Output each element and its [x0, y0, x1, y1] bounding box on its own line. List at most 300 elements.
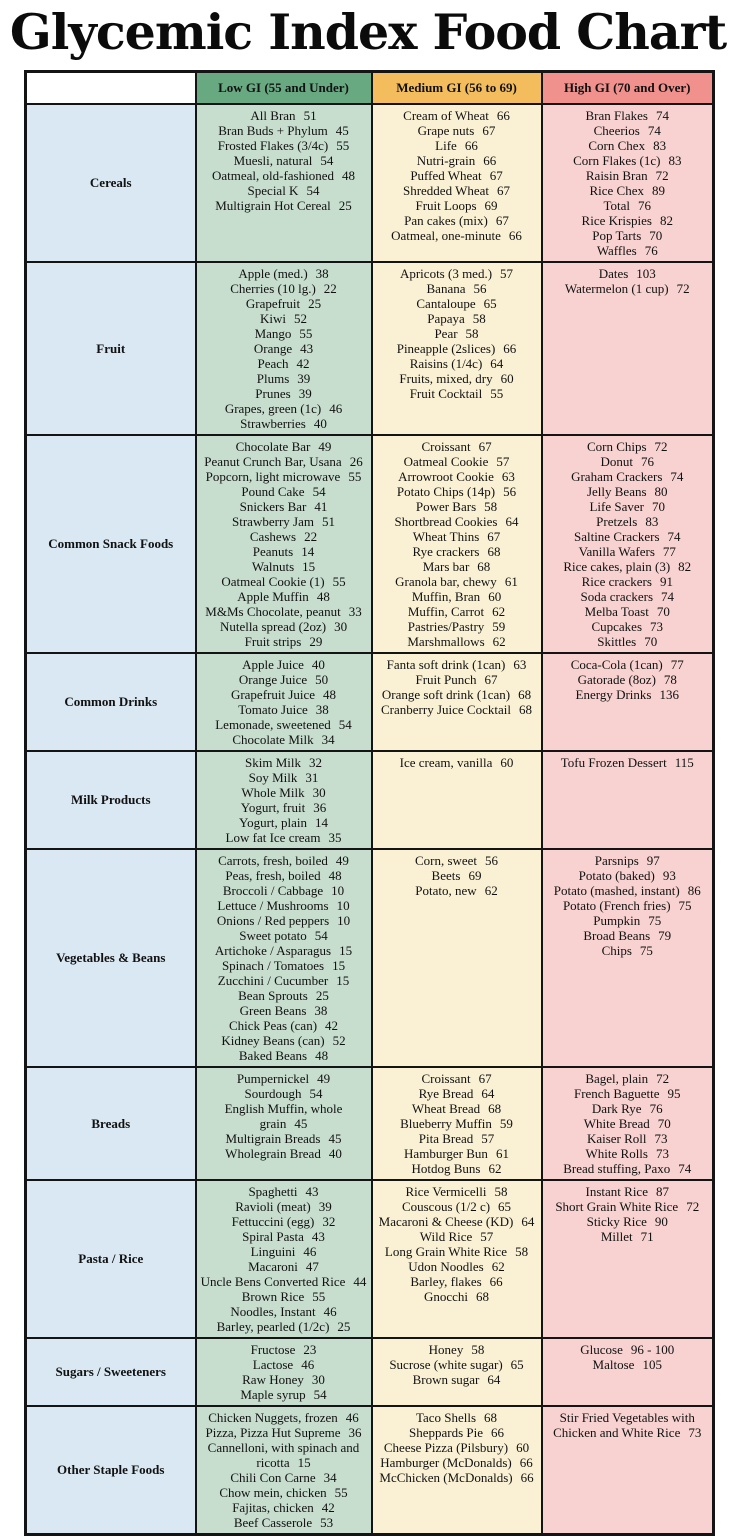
- food-item: [200, 341, 368, 356]
- food-name: Glucose: [580, 1341, 623, 1357]
- food-name: Ice cream, vanilla: [399, 754, 493, 770]
- gi-value: 54: [320, 152, 334, 168]
- low-gi-cell: [196, 849, 372, 1067]
- medium-gi-cell: [372, 653, 542, 751]
- gi-value: 25: [338, 197, 352, 213]
- food-name: Baked Beans: [238, 1047, 308, 1063]
- gi-value: 66: [489, 1273, 503, 1289]
- gi-value: 56: [473, 280, 487, 296]
- food-name: Arrowroot Cookie: [398, 468, 494, 484]
- food-name: Potato, new: [415, 882, 477, 898]
- food-name: Wholegrain Bread: [225, 1145, 321, 1161]
- food-item: [200, 1342, 368, 1357]
- food-item: [546, 1229, 710, 1244]
- food-name: Cannelloni, with spinach and ricotta: [207, 1439, 360, 1470]
- food-item: [546, 198, 710, 213]
- food-name: Frosted Flakes (3/4c): [217, 137, 329, 153]
- gi-value: 70: [644, 633, 658, 649]
- food-item: [200, 657, 368, 672]
- food-name: Watermelon (1 cup): [564, 280, 669, 296]
- food-item: [546, 898, 710, 913]
- food-name: Kaiser Roll: [586, 1130, 647, 1146]
- food-name: Short Grain White Rice: [555, 1198, 679, 1214]
- food-item: [200, 1372, 368, 1387]
- food-name: Couscous (1/2 c): [401, 1198, 491, 1214]
- food-name: Potato Chips (14p): [396, 483, 496, 499]
- gi-value: 40: [328, 1145, 342, 1161]
- table-row: [26, 653, 714, 751]
- food-item: [546, 883, 710, 898]
- gi-value: 74: [670, 468, 684, 484]
- food-name: Mango: [254, 325, 292, 341]
- gi-value: 22: [323, 280, 337, 296]
- food-name: Raisin Bran: [585, 167, 648, 183]
- gi-value: 61: [495, 1145, 509, 1161]
- gi-value: 87: [655, 1183, 669, 1199]
- gi-value: 97: [646, 852, 660, 868]
- food-item: [376, 469, 538, 484]
- category-label: Other Staple Foods: [26, 1406, 196, 1535]
- gi-value: 10: [336, 897, 350, 913]
- category-label: Vegetables & Beans: [26, 849, 196, 1067]
- gi-value: 73: [655, 1145, 669, 1161]
- category-label: Sugars / Sweeteners: [26, 1338, 196, 1406]
- table-corner-spacer: [26, 71, 196, 104]
- food-name: Saltine Crackers: [573, 528, 660, 544]
- food-item: [376, 311, 538, 326]
- gi-value: 30: [334, 618, 348, 634]
- food-item: [376, 1289, 538, 1304]
- medium-gi-cell: [372, 751, 542, 849]
- food-name: Fettuccini (egg): [231, 1213, 315, 1229]
- food-item: [200, 958, 368, 973]
- gi-value: 71: [640, 1228, 654, 1244]
- food-name: Muesli, natural: [233, 152, 313, 168]
- food-item: [376, 868, 538, 883]
- food-name: Fruit Punch: [415, 671, 477, 687]
- gi-value: 62: [492, 633, 506, 649]
- gi-value: 14: [301, 543, 315, 559]
- food-item: [376, 755, 538, 770]
- food-item: [376, 454, 538, 469]
- food-item: [376, 604, 538, 619]
- food-item: [546, 153, 710, 168]
- gi-value: 25: [337, 1318, 351, 1334]
- food-item: [376, 138, 538, 153]
- food-name: Fruits, mixed, dry: [399, 370, 493, 386]
- food-name: Macaroni: [248, 1258, 298, 1274]
- gi-value: 78: [663, 671, 677, 687]
- food-name: Nutella spread (2oz): [219, 618, 327, 634]
- food-item: [200, 1259, 368, 1274]
- food-name: Barley, flakes: [410, 1273, 482, 1289]
- food-name: Long Grain White Rice: [384, 1243, 508, 1259]
- gi-value: 74: [667, 528, 681, 544]
- low-gi-cell: [196, 751, 372, 849]
- gi-value: 25: [315, 987, 329, 1003]
- food-name: Dates: [598, 265, 629, 281]
- high-gi-cell: [542, 262, 714, 435]
- high-gi-cell: [542, 1406, 714, 1535]
- table-row: [26, 849, 714, 1067]
- food-name: Fruit Cocktail: [409, 385, 483, 401]
- table-row: [26, 1338, 714, 1406]
- food-item: [546, 604, 710, 619]
- food-name: Pear: [434, 325, 458, 341]
- gi-value: 68: [518, 686, 532, 702]
- food-item: [376, 883, 538, 898]
- gi-value: 44: [353, 1273, 367, 1289]
- food-item: [546, 1116, 710, 1131]
- food-item: [376, 544, 538, 559]
- food-name: Peanuts: [252, 543, 294, 559]
- food-item: [200, 574, 368, 589]
- food-name: Millet: [600, 1228, 633, 1244]
- food-name: English Muffin, whole grain: [224, 1100, 343, 1131]
- gi-value: 66: [519, 1454, 533, 1470]
- food-item: [546, 1357, 710, 1372]
- food-item: [376, 386, 538, 401]
- food-item: [376, 514, 538, 529]
- food-name: Chick Peas (can): [228, 1017, 318, 1033]
- food-name: Cheerios: [593, 122, 640, 138]
- medium-gi-cell: [372, 1180, 542, 1338]
- food-item: [200, 913, 368, 928]
- food-item: [200, 108, 368, 123]
- column-header-low-gi: Low GI (55 and Under): [196, 71, 372, 104]
- food-name: Multigrain Hot Cereal: [215, 197, 331, 213]
- gi-value: 53: [320, 1514, 334, 1530]
- gi-value: 46: [303, 1243, 317, 1259]
- food-name: Sourdough: [244, 1085, 302, 1101]
- gi-value: 40: [313, 415, 327, 431]
- gi-value: 57: [480, 1228, 494, 1244]
- gi-value: 45: [294, 1115, 308, 1131]
- food-item: [376, 266, 538, 281]
- gi-value: 72: [655, 167, 669, 183]
- food-name: Fruit Loops: [415, 197, 477, 213]
- food-item: [200, 1018, 368, 1033]
- food-item: [546, 544, 710, 559]
- food-name: Oatmeal Cookie (1): [221, 573, 325, 589]
- food-name: Cupcakes: [591, 618, 643, 634]
- food-item: [546, 1131, 710, 1146]
- food-item: [200, 401, 368, 416]
- food-item: [200, 717, 368, 732]
- food-item: [200, 386, 368, 401]
- food-item: [376, 296, 538, 311]
- gi-value: 48: [315, 1047, 329, 1063]
- food-item: [200, 943, 368, 958]
- gi-value: 79: [658, 927, 672, 943]
- food-item: [546, 108, 710, 123]
- food-name: Corn Chips: [586, 438, 647, 454]
- food-name: Tofu Frozen Dessert: [560, 754, 667, 770]
- food-item: [200, 687, 368, 702]
- gi-value: 22: [304, 528, 318, 544]
- food-name: Snickers Bar: [239, 498, 307, 514]
- high-gi-cell: [542, 435, 714, 653]
- food-name: Grapes, green (1c): [224, 400, 322, 416]
- gi-value: 48: [323, 686, 337, 702]
- gi-value: 55: [490, 385, 504, 401]
- food-name: Spaghetti: [248, 1183, 298, 1199]
- gi-value: 51: [303, 107, 317, 123]
- food-item: [200, 619, 368, 634]
- gi-value: 50: [315, 671, 329, 687]
- gi-value: 58: [465, 325, 479, 341]
- food-name: Corn Chex: [588, 137, 646, 153]
- gi-value: 67: [484, 671, 498, 687]
- gi-value: 43: [300, 340, 314, 356]
- food-item: [546, 634, 710, 649]
- gi-value: 55: [299, 325, 313, 341]
- food-name: Brown sugar: [412, 1371, 480, 1387]
- gi-value: 33: [348, 603, 362, 619]
- gi-value: 62: [488, 1160, 502, 1176]
- low-gi-cell: [196, 1180, 372, 1338]
- food-item: [376, 529, 538, 544]
- food-item: [376, 1199, 538, 1214]
- gi-value: 67: [489, 167, 503, 183]
- gi-value: 38: [315, 701, 329, 717]
- food-name: Parsnips: [594, 852, 639, 868]
- food-name: Rice Krispies: [581, 212, 652, 228]
- food-name: White Rolls: [585, 1145, 648, 1161]
- gi-value: 70: [649, 227, 663, 243]
- food-name: Noodles, Instant: [230, 1303, 316, 1319]
- gi-value: 56: [485, 852, 499, 868]
- gi-value: 90: [654, 1213, 668, 1229]
- food-item: [546, 454, 710, 469]
- food-item: [200, 416, 368, 431]
- food-item: [546, 1199, 710, 1214]
- food-name: Rice Chex: [589, 182, 644, 198]
- food-item: [200, 469, 368, 484]
- gi-value: 68: [484, 1409, 498, 1425]
- food-item: [376, 1071, 538, 1086]
- gi-value: 64: [481, 1085, 495, 1101]
- food-item: [200, 1101, 368, 1131]
- column-header-medium-gi: Medium GI (56 to 69): [372, 71, 542, 104]
- food-item: [376, 619, 538, 634]
- gi-value: 14: [315, 814, 329, 830]
- medium-gi-cell: [372, 1338, 542, 1406]
- food-item: [200, 1131, 368, 1146]
- food-name: Fructose: [250, 1341, 296, 1357]
- food-item: [200, 514, 368, 529]
- gi-value: 45: [328, 1130, 342, 1146]
- gi-value: 70: [652, 498, 665, 514]
- low-gi-cell: [196, 104, 372, 262]
- gi-value: 38: [314, 1002, 328, 1018]
- food-name: Strawberry Jam: [232, 513, 314, 529]
- gi-value: 62: [484, 882, 498, 898]
- food-name: Peach: [257, 355, 289, 371]
- food-item: [200, 1425, 368, 1440]
- gi-value: 54: [309, 1085, 323, 1101]
- gi-value: 66: [464, 137, 478, 153]
- food-item: [376, 1425, 538, 1440]
- food-item: [376, 589, 538, 604]
- food-name: Pretzels: [596, 513, 638, 529]
- high-gi-cell: [542, 1067, 714, 1180]
- food-name: Instant Rice: [585, 1183, 648, 1199]
- food-item: [200, 499, 368, 514]
- medium-gi-cell: [372, 849, 542, 1067]
- low-gi-cell: [196, 1067, 372, 1180]
- gi-value: 65: [483, 295, 497, 311]
- food-item: [200, 123, 368, 138]
- food-name: Potato (mashed, instant): [553, 882, 680, 898]
- gi-value: 36: [313, 799, 327, 815]
- gi-value: 89: [652, 182, 665, 198]
- food-name: Fruit strips: [244, 633, 302, 649]
- food-item: [200, 1184, 368, 1199]
- food-name: Chili Con Carne: [230, 1469, 316, 1485]
- food-item: [200, 1500, 368, 1515]
- high-gi-cell: [542, 751, 714, 849]
- header-row: [26, 71, 714, 104]
- food-item: [546, 1410, 710, 1440]
- low-gi-cell: [196, 1406, 372, 1535]
- food-item: [376, 702, 538, 717]
- food-name: Bran Flakes: [585, 107, 648, 123]
- gi-value: 60: [500, 370, 514, 386]
- food-name: Honey: [428, 1341, 464, 1357]
- gi-value: 83: [645, 513, 659, 529]
- food-item: [546, 1161, 710, 1176]
- food-name: Pound Cake: [241, 483, 305, 499]
- food-name: Wheat Bread: [411, 1100, 481, 1116]
- food-item: [200, 988, 368, 1003]
- gi-value: 36: [348, 1424, 362, 1440]
- food-item: [546, 514, 710, 529]
- page-title: Glycemic Index Food Chart: [9, 3, 727, 61]
- food-name: Maltose: [592, 1356, 635, 1372]
- food-item: [376, 439, 538, 454]
- food-name: Strawberries: [240, 415, 306, 431]
- gi-value: 34: [323, 1469, 337, 1485]
- food-item: [376, 657, 538, 672]
- food-name: Pumpernickel: [236, 1070, 310, 1086]
- food-item: [200, 168, 368, 183]
- food-name: Pizza, Pizza Hut Supreme: [205, 1424, 341, 1440]
- gi-value: 39: [297, 370, 311, 386]
- food-name: Pita Bread: [418, 1130, 474, 1146]
- food-name: Orange soft drink (1can): [381, 686, 511, 702]
- gi-value: 52: [294, 310, 307, 326]
- table-row: [26, 104, 714, 262]
- food-name: Muffin, Bran: [411, 588, 481, 604]
- food-item: [200, 928, 368, 943]
- gi-value: 55: [312, 1288, 326, 1304]
- food-name: Shortbread Cookies: [394, 513, 498, 529]
- food-item: [546, 484, 710, 499]
- food-name: Chocolate Milk: [232, 731, 314, 747]
- gi-value: 66: [491, 1424, 505, 1440]
- high-gi-cell: [542, 653, 714, 751]
- food-name: Chocolate Bar: [235, 438, 311, 454]
- food-item: [200, 1033, 368, 1048]
- gi-value: 63: [501, 468, 515, 484]
- food-name: Potato (French fries): [562, 897, 671, 913]
- food-item: [376, 1357, 538, 1372]
- food-item: [200, 356, 368, 371]
- food-name: Raisins (1/4c): [409, 355, 483, 371]
- food-item: [546, 943, 710, 958]
- gi-value: 57: [481, 1130, 495, 1146]
- food-name: Bagel, plain: [585, 1070, 649, 1086]
- gi-value: 47: [305, 1258, 319, 1274]
- food-item: [546, 469, 710, 484]
- gi-value: 57: [496, 453, 510, 469]
- food-item: [200, 883, 368, 898]
- gi-value: 39: [298, 385, 312, 401]
- gi-value: 49: [318, 438, 332, 454]
- gi-value: 40: [311, 656, 325, 672]
- food-item: [546, 529, 710, 544]
- gi-value: 30: [312, 784, 326, 800]
- gi-value: 105: [642, 1356, 662, 1372]
- gi-value: 58: [494, 1183, 508, 1199]
- food-name: Kidney Beans (can): [221, 1032, 325, 1048]
- gi-value: 76: [644, 242, 658, 258]
- gi-value: 63: [513, 656, 527, 672]
- gi-value: 46: [345, 1409, 359, 1425]
- table-row: [26, 1180, 714, 1338]
- gi-value: 55: [348, 468, 362, 484]
- category-label: Breads: [26, 1067, 196, 1180]
- food-name: Hamburger Bun: [404, 1145, 488, 1161]
- gi-value: 73: [688, 1424, 702, 1440]
- food-name: Granola bar, chewy: [395, 573, 497, 589]
- gi-value: 32: [322, 1213, 336, 1229]
- gi-value: 32: [309, 754, 322, 770]
- gi-value: 41: [314, 498, 328, 514]
- gi-value: 75: [639, 942, 653, 958]
- food-item: [376, 1455, 538, 1470]
- food-name: Onions / Red peppers: [216, 912, 330, 928]
- medium-gi-cell: [372, 1406, 542, 1535]
- food-name: Apple (med.): [238, 265, 308, 281]
- gi-value: 136: [659, 686, 679, 702]
- food-item: [376, 123, 538, 138]
- food-name: Shredded Wheat: [402, 182, 490, 198]
- gi-value: 67: [482, 122, 496, 138]
- glycemic-index-chart-page: [0, 3, 736, 1536]
- column-header-high-gi: High GI (70 and Over): [542, 71, 714, 104]
- food-name: Fanta soft drink (1can): [386, 656, 506, 672]
- gi-value: 56: [503, 483, 517, 499]
- food-item: [546, 168, 710, 183]
- food-name: Nutri-grain: [416, 152, 476, 168]
- gi-value: 54: [313, 1386, 327, 1402]
- category-label: Milk Products: [26, 751, 196, 849]
- food-name: Chips: [601, 942, 632, 958]
- gi-value: 103: [636, 265, 656, 281]
- medium-gi-cell: [372, 435, 542, 653]
- food-name: Mars bar: [422, 558, 470, 574]
- food-item: [200, 1003, 368, 1018]
- food-name: M&Ms Chocolate, peanut: [205, 603, 341, 619]
- gi-value: 72: [676, 280, 690, 296]
- gi-value: 72: [656, 1070, 670, 1086]
- food-name: Chow mein, chicken: [219, 1484, 327, 1500]
- food-name: Broad Beans: [583, 927, 651, 943]
- food-item: [200, 1410, 368, 1425]
- food-name: Bread stuffing, Paxo: [563, 1160, 671, 1176]
